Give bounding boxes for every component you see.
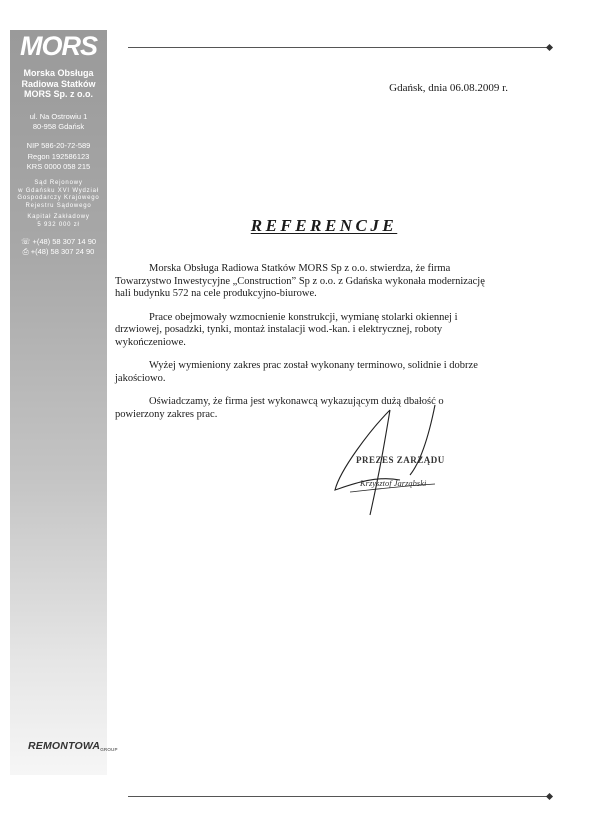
footer-rule	[128, 796, 548, 797]
krs-number: KRS 0000 058 215	[26, 162, 91, 171]
address-line: ul. Na Ostrowiu 1	[29, 112, 88, 121]
company-address	[10, 112, 107, 131]
company-line: Radiowa Statków	[21, 78, 96, 89]
phone-number: +(48) 58 307 14 90	[32, 237, 97, 246]
fax-icon: ⎙	[22, 246, 29, 256]
nip-number: NIP 586-20-72-589	[26, 141, 91, 150]
phone-icon: ☏	[20, 237, 31, 246]
phone-line	[10, 237, 107, 247]
regon-number: Regon 192586123	[27, 151, 90, 161]
paragraph: Morska Obsługa Radiowa Statków MORS Sp z o.o. stwierdza, że firma Towarzystwo Inwestycyjne „Construction” Sp z o.o. z Gdańska wykonała modernizację hali budynku 572 na cele produkcyjno-biurowe.	[115, 263, 485, 299]
fax-line	[10, 247, 107, 257]
group-logo-text: REMONTOWA	[28, 740, 101, 752]
court-line: Sąd Rejonowy	[34, 180, 83, 186]
capital-value: 5 932 000 zł	[37, 221, 80, 228]
court-registration	[10, 180, 107, 210]
company-name	[10, 68, 107, 100]
address-line: 80-958 Gdańsk	[32, 121, 85, 131]
fax-number: +(48) 58 307 24 90	[30, 246, 95, 256]
contact-numbers	[10, 237, 107, 256]
court-line: w Gdańsku XVI Wydział	[18, 187, 99, 194]
company-line: Morska Obsługa	[23, 68, 94, 78]
company-identifiers	[10, 141, 107, 173]
letter-date: Gdańsk, dnia 06.08.2009 r.	[389, 82, 508, 94]
court-line: Gospodarczy Krajowego	[17, 195, 100, 201]
mors-logo: MORS	[20, 31, 97, 61]
capital-label: Kapitał Zakładowy	[27, 214, 90, 220]
remontowa-group-logo	[28, 740, 118, 752]
stamp-title: PREZES ZARZĄDU	[356, 455, 445, 465]
paragraph: Oświadczamy, że firma jest wykonawcą wykazującym dużą dbałość o powierzony zakres prac.	[115, 396, 444, 420]
header-rule	[128, 47, 548, 48]
paragraph: Prace obejmowały wzmocnienie konstrukcji, wymianę stolarki okiennej i drzwiowej, posadzki, tynki, montaż instalacji wod.-kan. i elektrycznej, roboty wykończeniowe.	[115, 311, 458, 348]
court-line: Rejestru Sądowego	[25, 202, 92, 209]
group-logo-suffix: GROUP	[100, 747, 118, 752]
letter-title: REFERENCJE	[250, 216, 398, 235]
company-line: MORS Sp. z o.o.	[24, 89, 93, 99]
paragraph: Wyżej wymieniony zakres prac został wykonany terminowo, solidnie i dobrze jakościowo.	[115, 360, 478, 384]
stamp-name: Krzysztof Jarząbski	[360, 478, 427, 488]
